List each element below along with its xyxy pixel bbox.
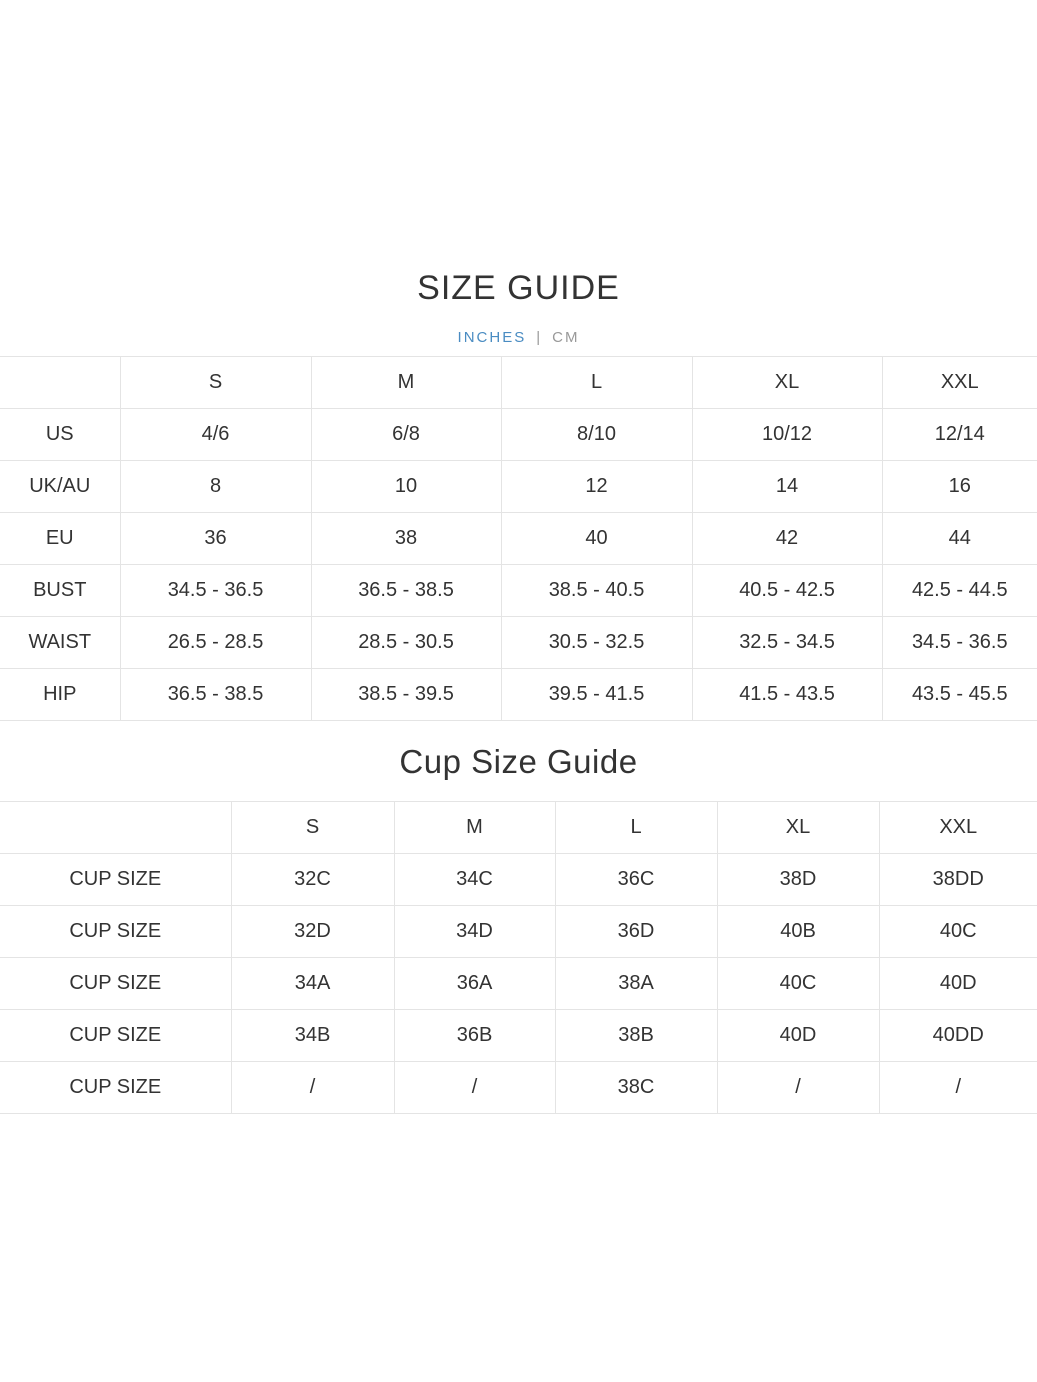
size-guide-cell: 36 [120, 513, 311, 565]
size-guide-cell: 16 [882, 461, 1037, 513]
size-guide-cell: 8 [120, 461, 311, 513]
cup-guide-row [0, 958, 1037, 1010]
cup-guide-header-row [0, 802, 1037, 854]
size-guide-row [0, 513, 1037, 565]
size-guide-title: SIZE GUIDE [417, 269, 620, 307]
size-guide-header-row [0, 357, 1037, 409]
size-guide-cell: 10/12 [692, 409, 882, 461]
cup-guide-row-label: CUP SIZE [0, 906, 231, 958]
size-guide-table [0, 356, 1037, 721]
cup-guide-cell: 38DD [879, 854, 1037, 906]
cup-guide-cell: 40B [717, 906, 879, 958]
cup-guide-column-header: XXL [879, 802, 1037, 854]
cup-guide-cell: 34D [394, 906, 555, 958]
size-guide-column-header: S [120, 357, 311, 409]
size-guide-cell: 12 [501, 461, 692, 513]
size-guide-cell: 30.5 - 32.5 [501, 617, 692, 669]
cup-guide-cell: 36D [555, 906, 717, 958]
size-guide-cell: 39.5 - 41.5 [501, 669, 692, 721]
size-guide-cell: 12/14 [882, 409, 1037, 461]
unit-inches-tab[interactable]: INCHES [457, 329, 527, 346]
size-guide-column-header: M [311, 357, 501, 409]
cup-guide-cell: 34C [394, 854, 555, 906]
unit-separator: | [536, 329, 543, 346]
size-guide-cell: 42.5 - 44.5 [882, 565, 1037, 617]
cup-guide-column-header: XL [717, 802, 879, 854]
cup-guide-cell: 40DD [879, 1010, 1037, 1062]
cup-guide-cell: 34B [231, 1010, 394, 1062]
size-guide-row-label: BUST [0, 565, 120, 617]
size-guide-cell: 38.5 - 40.5 [501, 565, 692, 617]
size-guide-row [0, 409, 1037, 461]
size-guide-cell: 8/10 [501, 409, 692, 461]
size-guide-row [0, 461, 1037, 513]
size-guide-cell: 38 [311, 513, 501, 565]
size-guide-cell: 41.5 - 43.5 [692, 669, 882, 721]
cup-guide-row [0, 1010, 1037, 1062]
size-guide-cell: 38.5 - 39.5 [311, 669, 501, 721]
size-guide-cell: 32.5 - 34.5 [692, 617, 882, 669]
cup-guide-cell: 38A [555, 958, 717, 1010]
cup-guide-cell: 36A [394, 958, 555, 1010]
size-guide-row-label: WAIST [0, 617, 120, 669]
cup-guide-cell: / [717, 1062, 879, 1114]
cup-guide-row-label: CUP SIZE [0, 1010, 231, 1062]
cup-guide-cell: 40C [717, 958, 879, 1010]
size-guide-cell: 40.5 - 42.5 [692, 565, 882, 617]
cup-size-guide-title: Cup Size Guide [399, 743, 638, 780]
cup-guide-column-header: M [394, 802, 555, 854]
cup-guide-cell: 40D [879, 958, 1037, 1010]
cup-guide-cell: / [394, 1062, 555, 1114]
size-guide-column-header: XL [692, 357, 882, 409]
size-guide-cell: 36.5 - 38.5 [120, 669, 311, 721]
size-guide-row [0, 617, 1037, 669]
size-guide-cell: 34.5 - 36.5 [882, 617, 1037, 669]
size-guide-row-label: UK/AU [0, 461, 120, 513]
cup-guide-cell: 40C [879, 906, 1037, 958]
size-guide-row [0, 565, 1037, 617]
size-guide-cell: 40 [501, 513, 692, 565]
size-guide-row-label: HIP [0, 669, 120, 721]
size-guide-cell: 42 [692, 513, 882, 565]
cup-guide-row [0, 1062, 1037, 1114]
size-guide-cell: 10 [311, 461, 501, 513]
size-guide-cell: 26.5 - 28.5 [120, 617, 311, 669]
unit-toggle [0, 327, 1037, 349]
cup-guide-cell: 34A [231, 958, 394, 1010]
size-guide-row-label: EU [0, 513, 120, 565]
size-guide-row [0, 669, 1037, 721]
size-guide-header-corner [0, 357, 120, 409]
size-guide-row-label: US [0, 409, 120, 461]
cup-size-guide-table [0, 801, 1037, 1114]
cup-guide-header-corner [0, 802, 231, 854]
cup-guide-cell: 38B [555, 1010, 717, 1062]
size-guide-cell: 4/6 [120, 409, 311, 461]
cup-guide-cell: / [231, 1062, 394, 1114]
cup-guide-cell: 36B [394, 1010, 555, 1062]
cup-guide-cell: / [879, 1062, 1037, 1114]
cup-guide-row-label: CUP SIZE [0, 854, 231, 906]
cup-guide-cell: 36C [555, 854, 717, 906]
unit-cm-tab[interactable]: CM [552, 329, 580, 346]
cup-guide-row [0, 854, 1037, 906]
cup-guide-row-label: CUP SIZE [0, 1062, 231, 1114]
size-guide-cell: 34.5 - 36.5 [120, 565, 311, 617]
cup-guide-cell: 38C [555, 1062, 717, 1114]
cup-guide-column-header: L [555, 802, 717, 854]
size-guide-column-header: XXL [882, 357, 1037, 409]
size-guide-column-header: L [501, 357, 692, 409]
cup-guide-row-label: CUP SIZE [0, 958, 231, 1010]
cup-guide-row [0, 906, 1037, 958]
size-guide-cell: 28.5 - 30.5 [311, 617, 501, 669]
size-guide-cell: 6/8 [311, 409, 501, 461]
size-guide-cell: 36.5 - 38.5 [311, 565, 501, 617]
cup-guide-cell: 32D [231, 906, 394, 958]
cup-guide-column-header: S [231, 802, 394, 854]
size-guide-cell: 14 [692, 461, 882, 513]
cup-guide-cell: 40D [717, 1010, 879, 1062]
size-guide-cell: 43.5 - 45.5 [882, 669, 1037, 721]
size-guide-cell: 44 [882, 513, 1037, 565]
cup-guide-cell: 32C [231, 854, 394, 906]
cup-guide-cell: 38D [717, 854, 879, 906]
